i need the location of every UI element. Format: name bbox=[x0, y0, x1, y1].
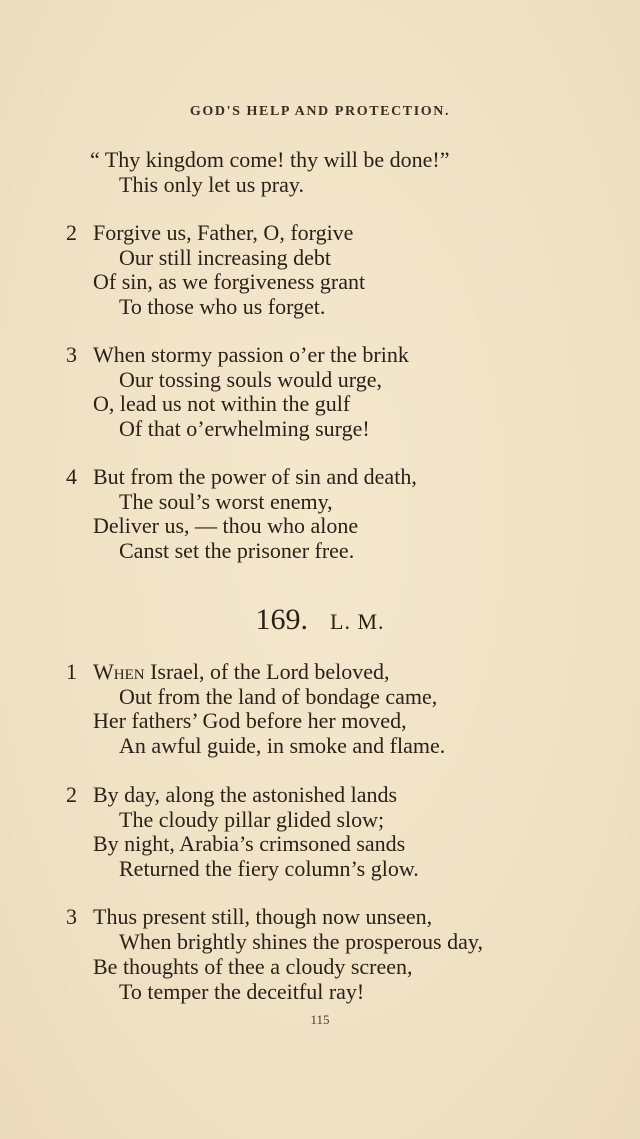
verse-line: Our tossing souls would urge, bbox=[119, 367, 382, 392]
verse-line-rest: Israel, of the Lord beloved, bbox=[144, 659, 390, 684]
verse-line: O, lead us not within the gulf bbox=[93, 391, 351, 416]
verse-number: 3 bbox=[66, 342, 77, 367]
verse-line: When brightly shines the prosperous day, bbox=[119, 929, 483, 954]
verse-line: Her fathers’ God before her moved, bbox=[93, 708, 407, 733]
verse-line: Thus present still, though now unseen, bbox=[93, 904, 433, 929]
verse-number: 1 bbox=[66, 659, 77, 684]
verse-line: To those who us forget. bbox=[119, 294, 326, 319]
verse-line: Canst set the prisoner free. bbox=[119, 538, 355, 563]
verse-line: Be thoughts of thee a cloudy screen, bbox=[93, 954, 413, 979]
verse-line bbox=[93, 660, 390, 684]
page-number: 115 bbox=[310, 1012, 330, 1027]
verse-line: Of that o’erwhelming surge! bbox=[119, 416, 370, 441]
verse-first-word: When bbox=[93, 659, 145, 684]
verse-line: By night, Arabia’s crimsoned sands bbox=[93, 831, 406, 856]
verse-line: Of sin, as we forgiveness grant bbox=[93, 269, 366, 294]
hymn-number: 169. bbox=[255, 603, 308, 636]
verse-number: 3 bbox=[66, 904, 77, 929]
verse-line: Our still increasing debt bbox=[119, 245, 332, 270]
verse-line: An awful guide, in smoke and flame. bbox=[119, 733, 446, 758]
verse-number: 2 bbox=[66, 782, 77, 807]
verse-line: The soul’s worst enemy, bbox=[119, 489, 333, 514]
verse-line: The cloudy pillar glided slow; bbox=[119, 807, 385, 832]
verse-line: Returned the fiery column’s glow. bbox=[119, 856, 419, 881]
verse-line: Deliver us, — thou who alone bbox=[93, 513, 359, 538]
hymn-meter: L. M. bbox=[330, 609, 385, 634]
hymn-heading bbox=[0, 604, 640, 638]
verse-line: Out from the land of bondage came, bbox=[119, 684, 438, 709]
verse-line: When stormy passion o’er the brink bbox=[93, 342, 409, 367]
verse-line: But from the power of sin and death, bbox=[93, 464, 417, 489]
intro-line-2: This only let us pray. bbox=[119, 172, 304, 197]
verse-line: By day, along the astonished lands bbox=[93, 782, 398, 807]
verse-number: 2 bbox=[66, 220, 77, 245]
verse-number: 4 bbox=[66, 464, 77, 489]
verse-line: To temper the deceitful ray! bbox=[119, 979, 365, 1004]
verse-line: Forgive us, Father, O, forgive bbox=[93, 220, 354, 245]
running-header: GOD'S HELP AND PROTECTION. bbox=[189, 104, 451, 119]
intro-line-1: “ Thy kingdom come! thy will be done!” bbox=[90, 147, 450, 172]
